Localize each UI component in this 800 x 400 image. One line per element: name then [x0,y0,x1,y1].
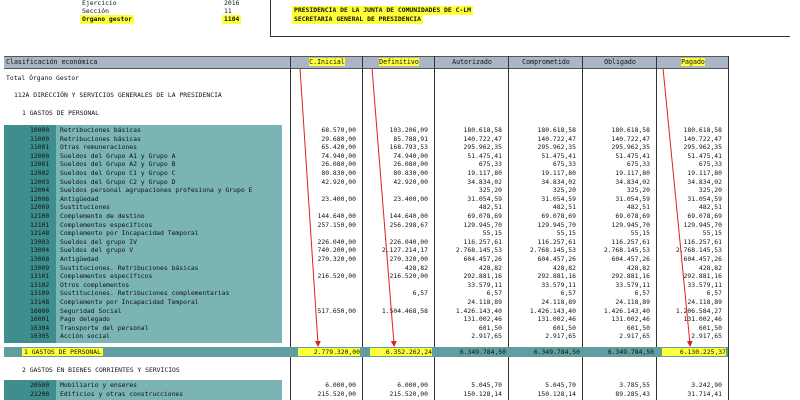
row-value: 140.722,47 [611,134,650,143]
row-value: 482,51 [698,203,722,212]
row-value: 23.400,00 [321,194,356,203]
row-value: 256.298,67 [389,220,428,229]
arrow-pagado [663,68,690,344]
row-value: 33.579,11 [541,280,576,289]
row-value: 292.881,16 [611,272,650,281]
row-value: 2.917,65 [545,332,576,341]
arrow-definitivo [372,68,394,344]
row-value: 2.768.145,53 [455,246,502,255]
ejercicio-value: 2016 [224,0,240,7]
row-value: 604.457,26 [683,255,722,263]
row-value: 675,33 [552,160,576,169]
row-value: 180.618,58 [463,126,502,134]
row-value: 428,82 [698,263,722,272]
row-value: 23.400,00 [393,194,428,203]
row-code: 13148 [30,298,50,306]
row-value: 325,20 [698,186,722,195]
row-value: 675,33 [626,160,650,169]
row-value: 601,50 [478,323,502,332]
row-value: 2.768.145,53 [529,246,576,255]
row-value: 51.475,41 [615,151,650,160]
row-value: 295.962,35 [463,143,502,152]
row-value: 482,51 [626,203,650,212]
row-code: 12148 [30,229,50,238]
row-value: 31.054,59 [687,194,722,203]
row-value: 144.640,00 [317,212,356,220]
row-value: 74.940,00 [321,151,356,160]
row-description: Sueldos personal agrupaciones profesiona y Grupo E [60,186,253,195]
row-code: 12002 [30,169,50,177]
row-code: 13102 [30,280,50,289]
row-value: 69.078,69 [615,212,650,220]
row-value: 1.206.584,27 [675,306,722,315]
row-value: 19.117,80 [541,169,576,177]
row-value: 26.080,00 [321,160,356,169]
row-value: 1.426.143,40 [529,306,576,315]
row-code: 13101 [30,272,50,281]
row-value: 601,50 [626,323,650,332]
row-code: 12009 [30,203,50,212]
row-value: 69.078,69 [687,212,722,220]
row-value: 33.579,11 [687,280,722,289]
row-description: Retribuciones básicas [60,134,141,143]
row-value: 2.917,65 [691,332,722,341]
row-value: 34.834,02 [541,177,576,186]
row-value: 3.785,55 [619,381,650,389]
row-description: Sueldos del Grupo C2 y Grupo D [60,177,176,186]
row-value: 31.054,59 [541,194,576,203]
row-code: 13009 [30,263,50,272]
total-autorizado: 6.349.784,50 [459,348,506,356]
row-value: 257.150,00 [317,220,356,229]
row-description: Sustituciones. Retribuciones básicas [60,263,199,272]
row-value: 116.257,61 [463,237,502,246]
row-value: 129.945,70 [683,220,722,229]
row-description: Complemento por Incapacidad Temporal [60,298,199,306]
row-value: 6,57 [706,289,722,298]
row-value: 85.788,91 [393,134,428,143]
row-value: 5.045,70 [471,381,502,389]
col-cinicial[interactable]: C.Inicial [290,57,363,68]
row-value: 226.040,00 [389,237,428,246]
row-code: 11000 [30,134,50,143]
row-value: 140.722,47 [537,134,576,143]
seccion-label: Sección [82,7,109,15]
row-description: Antigüedad [60,194,99,203]
row-value: 144.640,00 [389,212,428,220]
row-value: 168.793,53 [389,143,428,152]
row-value: 80.830,00 [393,169,428,177]
row-value: 6.000,00 [397,381,428,389]
row-description: Seguridad Social [60,306,122,315]
row-value: 6,57 [412,289,428,298]
row-value: 65.420,00 [321,143,356,152]
row-value: 675,33 [478,160,502,169]
row-value: 89.285,43 [615,390,650,398]
row-value: 2.768.145,53 [675,246,722,255]
row-value: 215.520,00 [389,390,428,398]
row-value: 6.000,00 [325,381,356,389]
row-code: 13003 [30,237,50,246]
row-description: Edificios y otras construcciones [60,390,184,398]
col-pagado[interactable]: Pagado [656,57,729,68]
row-value: 604.457,26 [537,255,576,263]
row-value: 428,82 [404,263,428,272]
row-code: 10000 [30,126,50,134]
row-value: 428,82 [478,263,502,272]
row-value: 42.920,00 [393,177,428,186]
row-value: 270.320,00 [317,255,356,263]
row-value: 116.257,61 [537,237,576,246]
organo-desc: SECRETARIA GENERAL DE PRESIDENCIA [294,15,421,23]
row-description: Sueldos del Grupo A2 y Grupo B [60,160,176,169]
row-value: 131.002,46 [537,315,576,324]
total-obligado: 6.349.784,50 [607,348,654,356]
row-value: 74.940,00 [393,151,428,160]
row-description: Acción social [60,332,111,341]
row-value: 215.520,00 [317,390,356,398]
row-value: 33.579,11 [467,280,502,289]
row-value: 428,82 [552,263,576,272]
row-description: Antigüedad [60,255,99,263]
row-value: 103.206,09 [389,126,428,134]
col-obligado[interactable]: Obligado [582,57,657,68]
row-code: 16001 [30,315,50,324]
row-value: 2.127.214,17 [381,246,428,255]
chapter1-title: 1 GASTOS DE PERSONAL [22,109,99,117]
row-value: 19.117,80 [467,169,502,177]
row-value: 42.920,00 [321,177,356,186]
row-value: 6,57 [486,289,502,298]
row-value: 482,51 [552,203,576,212]
row-code: 12003 [30,177,50,186]
row-value: 601,50 [552,323,576,332]
row-description: Otras remuneraciones [60,143,137,152]
row-value: 24.118,89 [615,298,650,306]
row-value: 2.917,65 [471,332,502,341]
row-value: 216.520,00 [389,272,428,281]
row-description: Sustituciones [60,203,111,212]
row-value: 180.618,58 [537,126,576,134]
row-value: 31.714,41 [687,390,722,398]
row-value: 1.504.468,58 [381,306,428,315]
row-value: 325,20 [552,186,576,195]
row-description: Sueldos del Grupo C1 y Grupo C [60,169,176,177]
row-value: 292.881,16 [537,272,576,281]
row-value: 3.242,90 [691,381,722,389]
row-value: 270.320,00 [389,255,428,263]
row-value: 295.962,35 [537,143,576,152]
row-code: 16304 [30,323,50,332]
total-organo-label: Total Órgano Gestor [6,74,80,82]
row-code: 13004 [30,246,50,255]
row-code: 12004 [30,186,50,195]
row-description: Pago delegado [60,315,111,324]
row-value: 19.117,80 [687,169,722,177]
row-value: 675,33 [698,160,722,169]
row-value: 325,20 [626,186,650,195]
row-value: 51.475,41 [687,151,722,160]
row-code: 16305 [30,332,50,341]
organo-label: Organo gestor [82,15,133,23]
row-value: 129.945,70 [537,220,576,229]
total-row-label: 1 GASTOS DE PERSONAL [24,348,101,356]
row-description: Complementos específicos [60,220,153,229]
row-value: 131.002,46 [611,315,650,324]
row-code: 16000 [30,306,50,315]
row-value: 226.040,00 [317,237,356,246]
row-value: 34.834,02 [615,177,650,186]
row-code: 12100 [30,212,50,220]
row-value: 6,57 [560,289,576,298]
row-value: 31.054,59 [467,194,502,203]
col-comprometido[interactable]: Comprometido [508,57,583,68]
row-value: 604.457,26 [463,255,502,263]
row-value: 5.045,70 [545,381,576,389]
row-value: 180.618,58 [683,126,722,134]
row-value: 6,57 [634,289,650,298]
row-value: 24.118,89 [541,298,576,306]
row-value: 24.118,89 [687,298,722,306]
row-description: Sueldos del Grupo A1 y Grupo A [60,151,176,160]
row-value: 33.579,11 [615,280,650,289]
row-value: 180.618,58 [611,126,650,134]
organo-value: 1104 [224,15,240,23]
row-value: 1.426.143,40 [603,306,650,315]
row-value: 69.078,69 [467,212,502,220]
row-value: 24.118,89 [467,298,502,306]
total-definitivo: 6.352.262,24 [370,348,432,356]
row-value: 295.962,35 [683,143,722,152]
row-description: Transporte del personal [60,323,149,332]
row-description: Complemento por Incapacidad Temporal [60,229,199,238]
row-value: 55,15 [556,229,576,238]
col-definitivo[interactable]: Definitivo [362,57,435,68]
row-value: 517.650,00 [317,306,356,315]
row-value: 26.080,00 [393,160,428,169]
total-cinicial: 2.779.320,00 [298,348,360,356]
row-value: 55,15 [702,229,722,238]
row-description: Otros complementos [60,280,130,289]
row-value: 129.945,70 [611,220,650,229]
col-clasificacion[interactable]: Clasificación económica [6,58,98,66]
ejercicio-label: Ejercicio [82,0,117,7]
row-value: 34.834,02 [467,177,502,186]
row-value: 131.002,46 [683,315,722,324]
row-code: 20500 [30,381,50,389]
row-value: 31.054,59 [615,194,650,203]
row-value: 116.257,61 [683,237,722,246]
chapter2-title: 2 GASTOS EN BIENES CORRIENTES Y SERVICIOS [22,366,180,374]
row-value: 29.680,00 [321,134,356,143]
row-value: 740.200,00 [317,246,356,255]
row-value: 51.475,41 [541,151,576,160]
row-value: 140.722,47 [463,134,502,143]
row-description: Sueldos del grupo IV [60,237,137,246]
row-value: 2.917,65 [619,332,650,341]
row-value: 129.945,70 [463,220,502,229]
row-code: 12000 [30,151,50,160]
row-value: 601,50 [698,323,722,332]
total-comprometido: 6.349.784,50 [533,348,580,356]
row-description: Complemento de destino [60,212,145,220]
row-description: Retribuciones básicas [60,126,141,134]
seccion-desc: PRESIDENCIA DE LA JUNTA DE COMUNIDADES DE C-LM [294,6,471,14]
row-code: 11001 [30,143,50,152]
row-value: 216.520,00 [317,272,356,281]
row-value: 295.962,35 [611,143,650,152]
row-description: Sueldos del grupo V [60,246,134,255]
row-value: 140.722,47 [683,134,722,143]
total-pagado: 6.130.225,37 [662,348,726,356]
row-value: 1.426.143,40 [455,306,502,315]
program-label: 112A DIRECCIÓN Y SERVICIOS GENERALES DE LA PRESIDENCIA [14,91,222,99]
seccion-value: 11 [224,7,232,15]
row-value: 150.128,14 [463,390,502,398]
row-value: 55,15 [630,229,650,238]
row-value: 116.257,61 [611,237,650,246]
row-value: 428,82 [626,263,650,272]
row-code: 13109 [30,289,50,298]
row-value: 482,51 [478,203,502,212]
row-value: 150.128,14 [537,390,576,398]
row-value: 2.768.145,53 [603,246,650,255]
row-value: 604.457,26 [611,255,650,263]
row-value: 19.117,80 [615,169,650,177]
row-code: 12001 [30,160,50,169]
row-description: Complementos específicos [60,272,153,281]
row-value: 80.830,00 [321,169,356,177]
arrow-cinicial [300,68,318,344]
row-value: 51.475,41 [467,151,502,160]
row-value: 292.881,16 [463,272,502,281]
row-value: 68.570,00 [321,126,356,134]
row-value: 55,15 [482,229,502,238]
row-value: 131.002,46 [463,315,502,324]
row-description: Mobiliario y enseres [60,381,137,389]
row-code: 12006 [30,194,50,203]
row-description: Sustituciones. Retribuciones complementarias [60,289,230,298]
row-value: 325,20 [478,186,502,195]
row-code: 21200 [30,390,50,398]
row-code: 13008 [30,255,50,263]
row-value: 69.078,69 [541,212,576,220]
col-autorizado[interactable]: Autorizado [434,57,509,68]
row-value: 34.834,02 [687,177,722,186]
row-value: 292.881,16 [683,272,722,281]
row-code: 12101 [30,220,50,229]
